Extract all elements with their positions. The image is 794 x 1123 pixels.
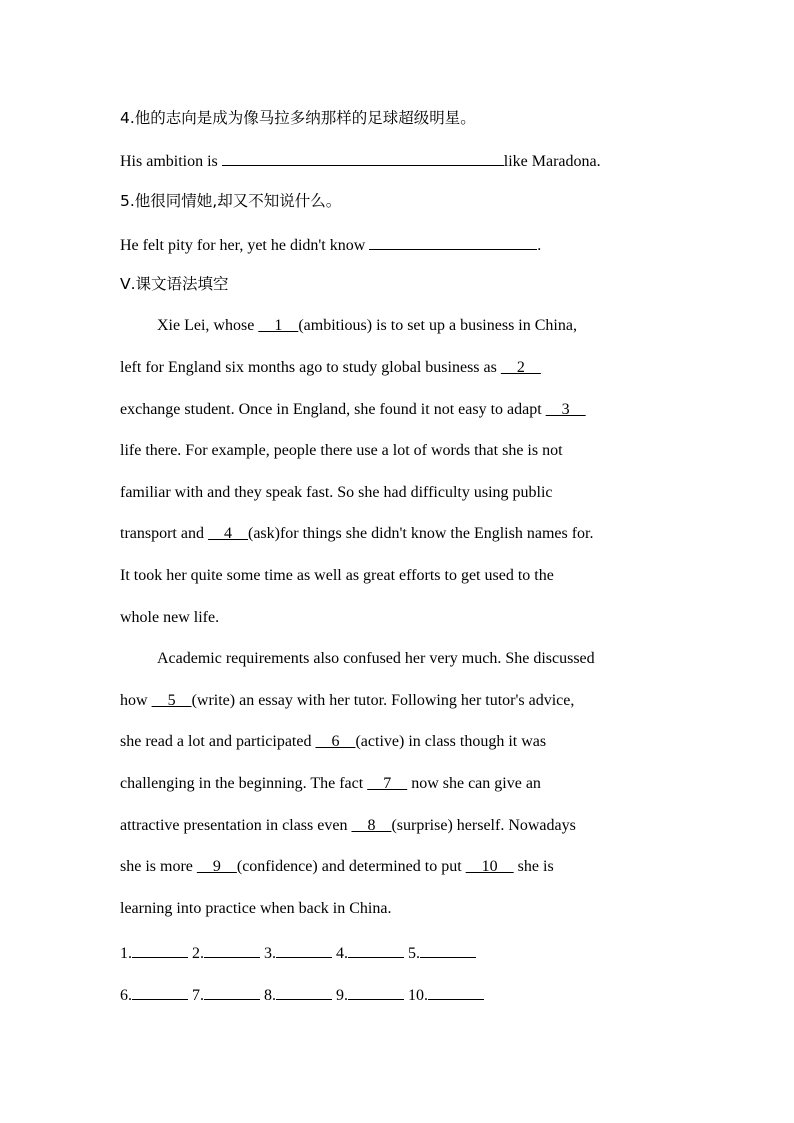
answer-blank[interactable] [132, 941, 188, 958]
answer-number: 1. [120, 945, 132, 962]
passage-line [120, 732, 690, 752]
q5-prefix: He felt pity for her, yet he didn't know [120, 237, 366, 254]
answer-number: 4. [336, 945, 348, 962]
passage-line [120, 524, 690, 544]
answer-blank[interactable] [276, 983, 332, 1000]
passage-line [120, 441, 690, 461]
passage-text: learning into practice when back in China. [120, 900, 392, 917]
answer-row-2 [120, 983, 690, 1006]
section-heading: Ⅴ.课文语法填空 [120, 275, 229, 293]
passage-text: It took her quite some time as well as great efforts to get used to the [120, 567, 554, 584]
q5-suffix: . [537, 237, 542, 254]
cloze-blank-6[interactable]: 6 [315, 733, 356, 750]
cloze-blank-3[interactable]: 3 [545, 401, 586, 418]
passage-text: (surprise) herself. Nowadays [391, 817, 576, 834]
cloze-blank-2[interactable]: 2 [500, 359, 541, 376]
cloze-blank-10[interactable]: 10 [465, 858, 514, 875]
answer-blank[interactable] [132, 983, 188, 1000]
passage-text: familiar with and they speak fast. So she had difficulty using public [120, 484, 553, 501]
passage-text: exchange student. Once in England, she found it not easy to adapt [120, 401, 546, 418]
answer-blank[interactable] [276, 941, 332, 958]
cloze-blank-7[interactable]: 7 [367, 775, 408, 792]
cloze-blank-1[interactable]: 1 [258, 317, 299, 334]
passage-text: (active) in class though it was [355, 733, 547, 750]
q4-english [120, 149, 690, 172]
passage-text: now she can give an [407, 775, 541, 792]
passage-text: attractive presentation in class even [120, 817, 352, 834]
passage-line [120, 483, 690, 503]
answer-number: 10. [408, 987, 428, 1004]
q4-prefix: His ambition is [120, 153, 218, 170]
passage-text: (write) an essay with her tutor. Following her tutor's advice, [191, 692, 575, 709]
passage-text: (ambitious) is to set up a business in China, [298, 317, 577, 334]
passage-line [120, 358, 690, 378]
passage-text: she is [513, 858, 554, 875]
passage-text: transport and [120, 525, 208, 542]
passage-text: she is more [120, 858, 197, 875]
passage-line [120, 608, 690, 628]
q5-english [120, 233, 690, 256]
answer-row-1 [120, 941, 690, 964]
passage-text: she read a lot and participated [120, 733, 316, 750]
answer-blank[interactable] [204, 941, 260, 958]
answer-number: 2. [192, 945, 204, 962]
answer-number: 7. [192, 987, 204, 1004]
cloze-blank-8[interactable]: 8 [351, 817, 392, 834]
passage-text: challenging in the beginning. The fact [120, 775, 368, 792]
passage-line [120, 816, 690, 836]
answer-blank[interactable] [428, 983, 484, 1000]
passage-text: left for England six months ago to study global business as [120, 359, 501, 376]
passage-text: (ask)for things she didn't know the English names for. [247, 525, 594, 542]
passage-line [120, 400, 690, 420]
q4-chinese: 4.他的志向是成为像马拉多纳那样的足球超级明星。 [120, 109, 476, 127]
passage-line [120, 566, 690, 586]
answer-blank[interactable] [204, 983, 260, 1000]
q4-answer-blank[interactable] [222, 149, 504, 166]
answer-number: 9. [336, 987, 348, 1004]
answer-number: 8. [264, 987, 276, 1004]
passage-line [120, 857, 690, 877]
answer-number: 5. [408, 945, 420, 962]
passage-text: (confidence) and determined to put [236, 858, 466, 875]
answer-blank[interactable] [420, 941, 476, 958]
answer-number: 6. [120, 987, 132, 1004]
cloze-blank-4[interactable]: 4 [207, 525, 248, 542]
q5-chinese: 5.他很同情她,却又不知说什么。 [120, 192, 342, 210]
answer-blank[interactable] [348, 983, 404, 1000]
passage-line [120, 774, 690, 794]
answer-number: 3. [264, 945, 276, 962]
cloze-blank-9[interactable]: 9 [196, 858, 237, 875]
passage-line [157, 649, 727, 669]
passage-line [120, 899, 690, 919]
passage-text: life there. For example, people there use a lot of words that she is not [120, 442, 563, 459]
passage-text: Academic requirements also confused her very much. She discussed [157, 650, 595, 667]
q5-answer-blank[interactable] [369, 233, 537, 250]
q4-suffix: like Maradona. [503, 153, 601, 170]
passage-text: Xie Lei, whose [157, 317, 259, 334]
answer-blank[interactable] [348, 941, 404, 958]
passage-line [120, 691, 690, 711]
passage-text: how [120, 692, 152, 709]
passage-line [157, 316, 727, 336]
passage-text: whole new life. [120, 609, 220, 626]
cloze-blank-5[interactable]: 5 [151, 692, 192, 709]
